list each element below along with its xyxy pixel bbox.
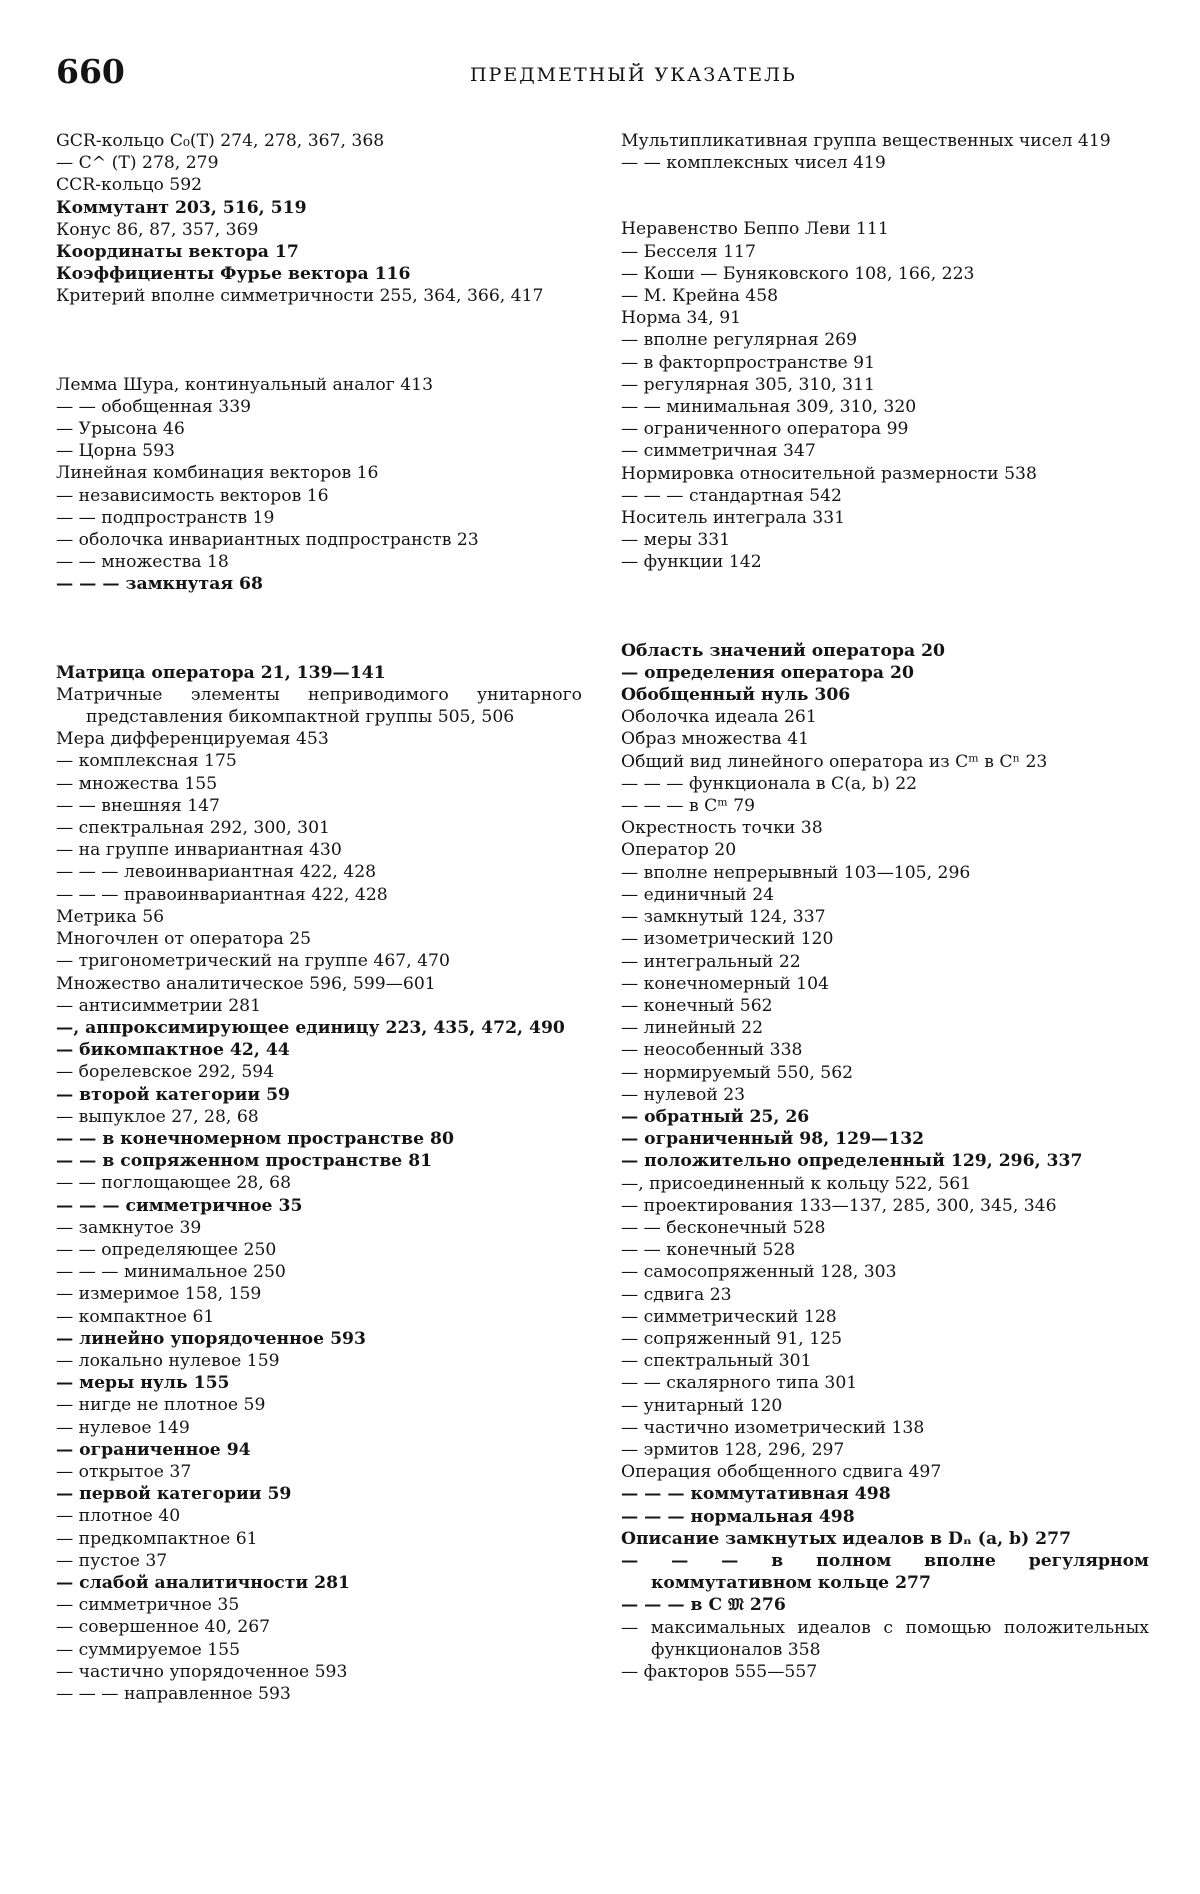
index-entry: — — бесконечный 528 bbox=[621, 1217, 1149, 1239]
index-entry: Линейная комбинация векторов 16 bbox=[56, 462, 582, 484]
index-entry: Матричные элементы неприводимого унитарного представления бикомпактной группы 505, 506 bbox=[56, 684, 582, 728]
index-entry: — проектирования 133—137, 285, 300, 345, 346 bbox=[621, 1195, 1149, 1217]
index-entry: — частично упорядоченное 593 bbox=[56, 1661, 582, 1683]
index-entry: — на группе инвариантная 430 bbox=[56, 839, 582, 861]
index-entry: Неравенство Беппо Леви 111 bbox=[621, 218, 1149, 240]
index-entry: Обобщенный нуль 306 bbox=[621, 684, 1149, 706]
index-entry: Лемма Шура, континуальный аналог 413 bbox=[56, 374, 582, 396]
index-entry: Общий вид линейного оператора из Cᵐ в Cⁿ 23 bbox=[621, 751, 1149, 773]
index-entry: — вполне регулярная 269 bbox=[621, 329, 1149, 351]
index-entry: — второй категории 59 bbox=[56, 1084, 582, 1106]
index-entry: — единичный 24 bbox=[621, 884, 1149, 906]
index-entry: — — — замкнутая 68 bbox=[56, 573, 582, 595]
index-entry: — компактное 61 bbox=[56, 1306, 582, 1328]
index-entry: — — комплексных чисел 419 bbox=[621, 152, 1149, 174]
index-entry: — ограниченное 94 bbox=[56, 1439, 582, 1461]
index-entry: — выпуклое 27, 28, 68 bbox=[56, 1106, 582, 1128]
index-entry: Метрика 56 bbox=[56, 906, 582, 928]
running-title: ПРЕДМЕТНЫЙ УКАЗАТЕЛЬ bbox=[470, 64, 797, 86]
index-entry: — неособенный 338 bbox=[621, 1039, 1149, 1061]
index-group-mu bbox=[621, 130, 1149, 174]
index-entry: — суммируемое 155 bbox=[56, 1639, 582, 1661]
index-entry: — функции 142 bbox=[621, 551, 1149, 573]
index-entry: — первой категории 59 bbox=[56, 1483, 582, 1505]
index-group-m bbox=[56, 662, 582, 1706]
index-entry: — линейный 22 bbox=[621, 1017, 1149, 1039]
index-entry: — борелевское 292, 594 bbox=[56, 1061, 582, 1083]
index-group-g-k bbox=[56, 130, 582, 308]
index-entry: — — конечный 528 bbox=[621, 1239, 1149, 1261]
page-header bbox=[0, 52, 1200, 112]
index-entry: — максимальных идеалов с помощью положительных функционалов 358 bbox=[621, 1617, 1149, 1661]
index-entry: — симметричная 347 bbox=[621, 440, 1149, 462]
index-entry: —, аппроксимирующее единицу 223, 435, 472, 490 bbox=[56, 1017, 582, 1039]
index-entry: — симметрический 128 bbox=[621, 1306, 1149, 1328]
index-entry: — пустое 37 bbox=[56, 1550, 582, 1572]
index-entry: — М. Крейна 458 bbox=[621, 285, 1149, 307]
index-entry: — симметричное 35 bbox=[56, 1594, 582, 1616]
index-entry: — унитарный 120 bbox=[621, 1395, 1149, 1417]
index-entry: — — — в C 𝔐 276 bbox=[621, 1594, 1149, 1616]
index-entry: GCR-кольцо C₀(T) 274, 278, 367, 368 bbox=[56, 130, 582, 152]
index-entry: — — минимальная 309, 310, 320 bbox=[621, 396, 1149, 418]
right-column bbox=[621, 130, 1149, 1683]
index-entry: — — в конечномерном пространстве 80 bbox=[56, 1128, 582, 1150]
index-entry: — — — нормальная 498 bbox=[621, 1506, 1149, 1528]
index-entry: — нулевой 23 bbox=[621, 1084, 1149, 1106]
index-entry: — слабой аналитичности 281 bbox=[56, 1572, 582, 1594]
index-entry: — замкнутый 124, 337 bbox=[621, 906, 1149, 928]
index-entry: — — в сопряженном пространстве 81 bbox=[56, 1150, 582, 1172]
index-entry: — нулевое 149 bbox=[56, 1417, 582, 1439]
index-entry: — сопряженный 91, 125 bbox=[621, 1328, 1149, 1350]
index-entry: — — — стандартная 542 bbox=[621, 485, 1149, 507]
index-entry: — C^ (T) 278, 279 bbox=[56, 152, 582, 174]
index-entry: — ограниченного оператора 99 bbox=[621, 418, 1149, 440]
index-entry: Носитель интеграла 331 bbox=[621, 507, 1149, 529]
index-entry: — антисимметрии 281 bbox=[56, 995, 582, 1017]
index-entry: — положительно определенный 129, 296, 337 bbox=[621, 1150, 1149, 1172]
index-entry: — — — направленное 593 bbox=[56, 1683, 582, 1705]
index-entry: Норма 34, 91 bbox=[621, 307, 1149, 329]
index-entry: Мультипликативная группа вещественных чисел 419 bbox=[621, 130, 1149, 152]
index-entry: — — — в Cᵐ 79 bbox=[621, 795, 1149, 817]
index-entry: — интегральный 22 bbox=[621, 951, 1149, 973]
index-entry: — эрмитов 128, 296, 297 bbox=[621, 1439, 1149, 1461]
index-entry: CCR-кольцо 592 bbox=[56, 174, 582, 196]
index-entry: — предкомпактное 61 bbox=[56, 1528, 582, 1550]
index-entry: Конус 86, 87, 357, 369 bbox=[56, 219, 582, 241]
index-entry: — обратный 25, 26 bbox=[621, 1106, 1149, 1128]
index-entry: — вполне непрерывный 103—105, 296 bbox=[621, 862, 1149, 884]
index-entry: Множество аналитическое 596, 599—601 bbox=[56, 973, 582, 995]
index-entry: Многочлен от оператора 25 bbox=[56, 928, 582, 950]
index-entry: — Цорна 593 bbox=[56, 440, 582, 462]
index-entry: — конечномерный 104 bbox=[621, 973, 1149, 995]
left-column bbox=[56, 130, 582, 1705]
index-entry: — линейно упорядоченное 593 bbox=[56, 1328, 582, 1350]
index-entry: — локально нулевое 159 bbox=[56, 1350, 582, 1372]
index-entry: — — поглощающее 28, 68 bbox=[56, 1172, 582, 1194]
index-entry: — — определяющее 250 bbox=[56, 1239, 582, 1261]
index-entry: — бикомпактное 42, 44 bbox=[56, 1039, 582, 1061]
index-entry: — — — правоинвариантная 422, 428 bbox=[56, 884, 582, 906]
index-entry: — замкнутое 39 bbox=[56, 1217, 582, 1239]
index-entry: — — множества 18 bbox=[56, 551, 582, 573]
index-group-l bbox=[56, 374, 582, 596]
index-entry: Мера дифференцируемая 453 bbox=[56, 728, 582, 750]
index-entry: — спектральная 292, 300, 301 bbox=[56, 817, 582, 839]
index-entry: Образ множества 41 bbox=[621, 728, 1149, 750]
index-entry: — определения оператора 20 bbox=[621, 662, 1149, 684]
index-entry: — — — в полном вполне регулярном коммутативном кольце 277 bbox=[621, 1550, 1149, 1594]
index-entry: — изометрический 120 bbox=[621, 928, 1149, 950]
index-entry: — меры нуль 155 bbox=[56, 1372, 582, 1394]
index-entry: — множества 155 bbox=[56, 773, 582, 795]
index-entry: — Бесселя 117 bbox=[621, 241, 1149, 263]
index-entry: Критерий вполне симметричности 255, 364, 366, 417 bbox=[56, 285, 582, 307]
index-entry: — тригонометрический на группе 467, 470 bbox=[56, 950, 582, 972]
index-entry: — Урысона 46 bbox=[56, 418, 582, 440]
page-number: 660 bbox=[56, 52, 125, 91]
index-entry: — — — минимальное 250 bbox=[56, 1261, 582, 1283]
index-entry: — нигде не плотное 59 bbox=[56, 1394, 582, 1416]
index-entry: — сдвига 23 bbox=[621, 1284, 1149, 1306]
index-entry: — конечный 562 bbox=[621, 995, 1149, 1017]
index-entry: — в факторпространстве 91 bbox=[621, 352, 1149, 374]
index-entry: — — — симметричное 35 bbox=[56, 1195, 582, 1217]
index-entry: Область значений оператора 20 bbox=[621, 640, 1149, 662]
index-entry: — частично изометрический 138 bbox=[621, 1417, 1149, 1439]
index-entry: — — — левоинвариантная 422, 428 bbox=[56, 861, 582, 883]
index-entry: Описание замкнутых идеалов в Dₙ (a, b) 277 bbox=[621, 1528, 1149, 1550]
index-entry: Операция обобщенного сдвига 497 bbox=[621, 1461, 1149, 1483]
index-entry: Нормировка относительной размерности 538 bbox=[621, 463, 1149, 485]
index-entry: — самосопряженный 128, 303 bbox=[621, 1261, 1149, 1283]
index-group-n bbox=[621, 218, 1149, 573]
index-entry: — плотное 40 bbox=[56, 1505, 582, 1527]
index-entry: — факторов 555—557 bbox=[621, 1661, 1149, 1683]
index-entry: — измеримое 158, 159 bbox=[56, 1283, 582, 1305]
index-entry: — — подпространств 19 bbox=[56, 507, 582, 529]
index-entry: — Коши — Буняковского 108, 166, 223 bbox=[621, 263, 1149, 285]
index-group-o bbox=[621, 640, 1149, 1684]
index-entry: Матрица оператора 21, 139—141 bbox=[56, 662, 582, 684]
index-entry: Координаты вектора 17 bbox=[56, 241, 582, 263]
index-entry: — — скалярного типа 301 bbox=[621, 1372, 1149, 1394]
index-entry: — оболочка инвариантных подпространств 23 bbox=[56, 529, 582, 551]
index-entry: — — обобщенная 339 bbox=[56, 396, 582, 418]
index-entry: Оператор 20 bbox=[621, 839, 1149, 861]
index-entry: Окрестность точки 38 bbox=[621, 817, 1149, 839]
index-entry: — открытое 37 bbox=[56, 1461, 582, 1483]
index-entry: — совершенное 40, 267 bbox=[56, 1616, 582, 1638]
index-entry: —, присоединенный к кольцу 522, 561 bbox=[621, 1173, 1149, 1195]
index-entry: — регулярная 305, 310, 311 bbox=[621, 374, 1149, 396]
index-entry: — нормируемый 550, 562 bbox=[621, 1062, 1149, 1084]
index-entry: — — внешняя 147 bbox=[56, 795, 582, 817]
index-entry: — ограниченный 98, 129—132 bbox=[621, 1128, 1149, 1150]
index-entry: — — — коммутативная 498 bbox=[621, 1483, 1149, 1505]
index-entry: — меры 331 bbox=[621, 529, 1149, 551]
index-entry: — комплексная 175 bbox=[56, 750, 582, 772]
index-entry: Оболочка идеала 261 bbox=[621, 706, 1149, 728]
index-entry: — независимость векторов 16 bbox=[56, 485, 582, 507]
index-entry: — спектральный 301 bbox=[621, 1350, 1149, 1372]
index-entry: Коммутант 203, 516, 519 bbox=[56, 197, 582, 219]
index-entry: — — — функционала в C(a, b) 22 bbox=[621, 773, 1149, 795]
index-entry: Коэффициенты Фурье вектора 116 bbox=[56, 263, 582, 285]
